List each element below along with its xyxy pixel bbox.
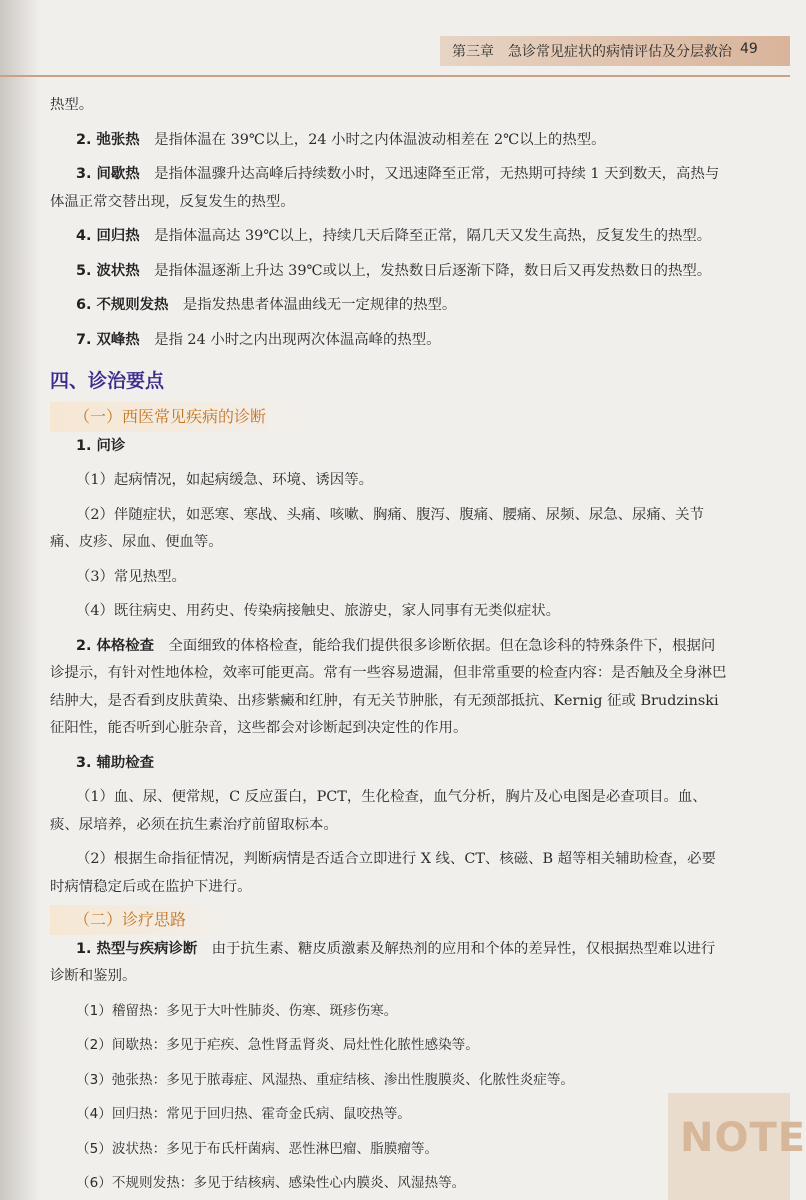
fever-type-list [50,127,728,355]
fever-type-term: 7. 双峰热 [76,331,140,348]
auxiliary-title: 3. 辅助检查 [76,754,155,771]
fever-type-text: 是指发热患者体温曲线无一定规律的热型。 [182,297,457,313]
auxiliary-item: （1）血、尿、便常规，C 反应蛋白，PCT，生化检查，血气分析，胸片及心电图是必查项目。血、痰、尿培养，必须在抗生素治疗前留取标本。 [50,789,707,833]
fever-disease-item: （3）弛张热：多见于脓毒症、风湿热、重症结核、渗出性腹膜炎、化脓性炎症等。 [76,1071,575,1088]
fever-disease-item: （6）不规则发热：多见于结核病、感染性心内膜炎、风湿热等。 [76,1175,466,1191]
fever-type-text: 是指体温在 39℃以上，24 小时之内体温波动相差在 2℃以上的热型。 [154,131,606,148]
fever-type-item [50,292,728,320]
fever-type-text: 是指 24 小时之内出现两次体温高峰的热型。 [154,331,441,348]
auxiliary-item: （2）根据生命指征情况，判断病情是否适合立即进行 X 线、CT、核磁、B 超等相关辅助检查，必要时病情稳定后或在监护下进行。 [50,851,716,895]
fever-type-term: 3. 间歇热 [76,166,140,182]
fever-disease-list [50,998,728,1198]
fever-disease-item: （5）波状热：多见于布氏杆菌病、恶性淋巴瘤、脂膜瘤等。 [76,1140,439,1157]
page-number: 49 [740,41,758,57]
fever-type-item [50,258,728,286]
page-header [0,0,790,75]
inquiry-item: （2）伴随症状，如恶寒、寒战、头痛、咳嗽、胸痛、腹泻、腹痛、腰痛、尿频、尿急、尿痛、关节痛、皮疹、尿血、便血等。 [50,506,704,550]
book-gutter-shadow [0,0,40,1200]
fever-type-term: 6. 不规则发热 [76,297,169,313]
inquiry-item: （3）常见热型。 [76,568,186,585]
note-tab [668,1093,806,1200]
inquiry-item: （1）起病情况，如起病缓急、环境、诱因等。 [76,472,373,488]
fever-disease-item: （2）间歇热：多见于疟疾、急性肾盂肾炎、局灶性化脓性感染等。 [76,1037,479,1053]
fever-disease-item: （1）稽留热：多见于大叶性肺炎、伤寒、斑疹伤寒。 [76,1002,398,1019]
fever-type-term: 4. 回归热 [76,228,140,244]
inquiry-title: 1. 问诊 [76,437,126,454]
page-body [50,92,728,1198]
fever-type-item [50,327,728,355]
fever-type-item [50,161,728,216]
subsection-heading: （二）诊疗思路 [50,905,236,935]
inquiry-item: （4）既往病史、用药史、传染病接触史、旅游史，家人同事有无类似症状。 [76,603,561,619]
chapter-title: 第三章 急诊常见症状的病情评估及分层救治 [452,44,732,60]
fever-type-item [50,223,728,251]
continuation-text: 热型。 [50,97,94,113]
fever-type-item [50,127,728,155]
fever-type-text: 是指体温高达 39℃以上，持续几天后降至正常，隔几天又发生高热，反复发生的热型。 [154,228,712,244]
fever-type-text: 是指体温骤升达高峰后持续数小时，又迅速降至正常，无热期可持续 1 天到数天，高热与体温正常交替出现，反复发生的热型。 [50,166,720,210]
header-rule [0,75,790,77]
fever-type-text: 是指体温逐渐上升达 39℃或以上，发热数日后逐渐下降，数日后又再发热数日的热型。 [154,262,712,279]
diagnosis-title: 1. 热型与疾病诊断 [76,940,198,957]
fever-disease-item: （4）回归热：常见于回归热、霍奇金氏病、鼠咬热等。 [76,1106,411,1122]
physical-exam-text: 全面细致的体格检查，能给我们提供很多诊断依据。但在急诊科的特殊条件下，根据问诊提示，有针对性地体检，效率可能更高。常有一些容易遗漏，但非常重要的检查内容：是否触及全身淋巴结肿大，是否看到皮肤黄染、出疹紫癜和红肿，有无关节肿胀，有无颈部抵抗、Kernig 征或 Brudzinski 征阳性，能否听到心脏杂音，这些都会对诊断起到决定性的作用。 [50,637,727,736]
subsection-heading: （一）西医常见疾病的诊断 [50,402,316,432]
physical-exam-paragraph [50,633,728,743]
fever-type-term: 5. 波状热 [76,262,140,279]
note-label: NOTE [680,1115,806,1161]
physical-exam-title: 2. 体格检查 [76,637,155,654]
section-heading: 四、诊治要点 [50,370,165,392]
diagnosis-text: 由于抗生素、糖皮质激素及解热剂的应用和个体的差异性，仅根据热型难以进行诊断和鉴别。 [50,940,716,984]
diagnosis-paragraph [50,936,728,991]
fever-type-term: 2. 弛张热 [76,131,140,148]
